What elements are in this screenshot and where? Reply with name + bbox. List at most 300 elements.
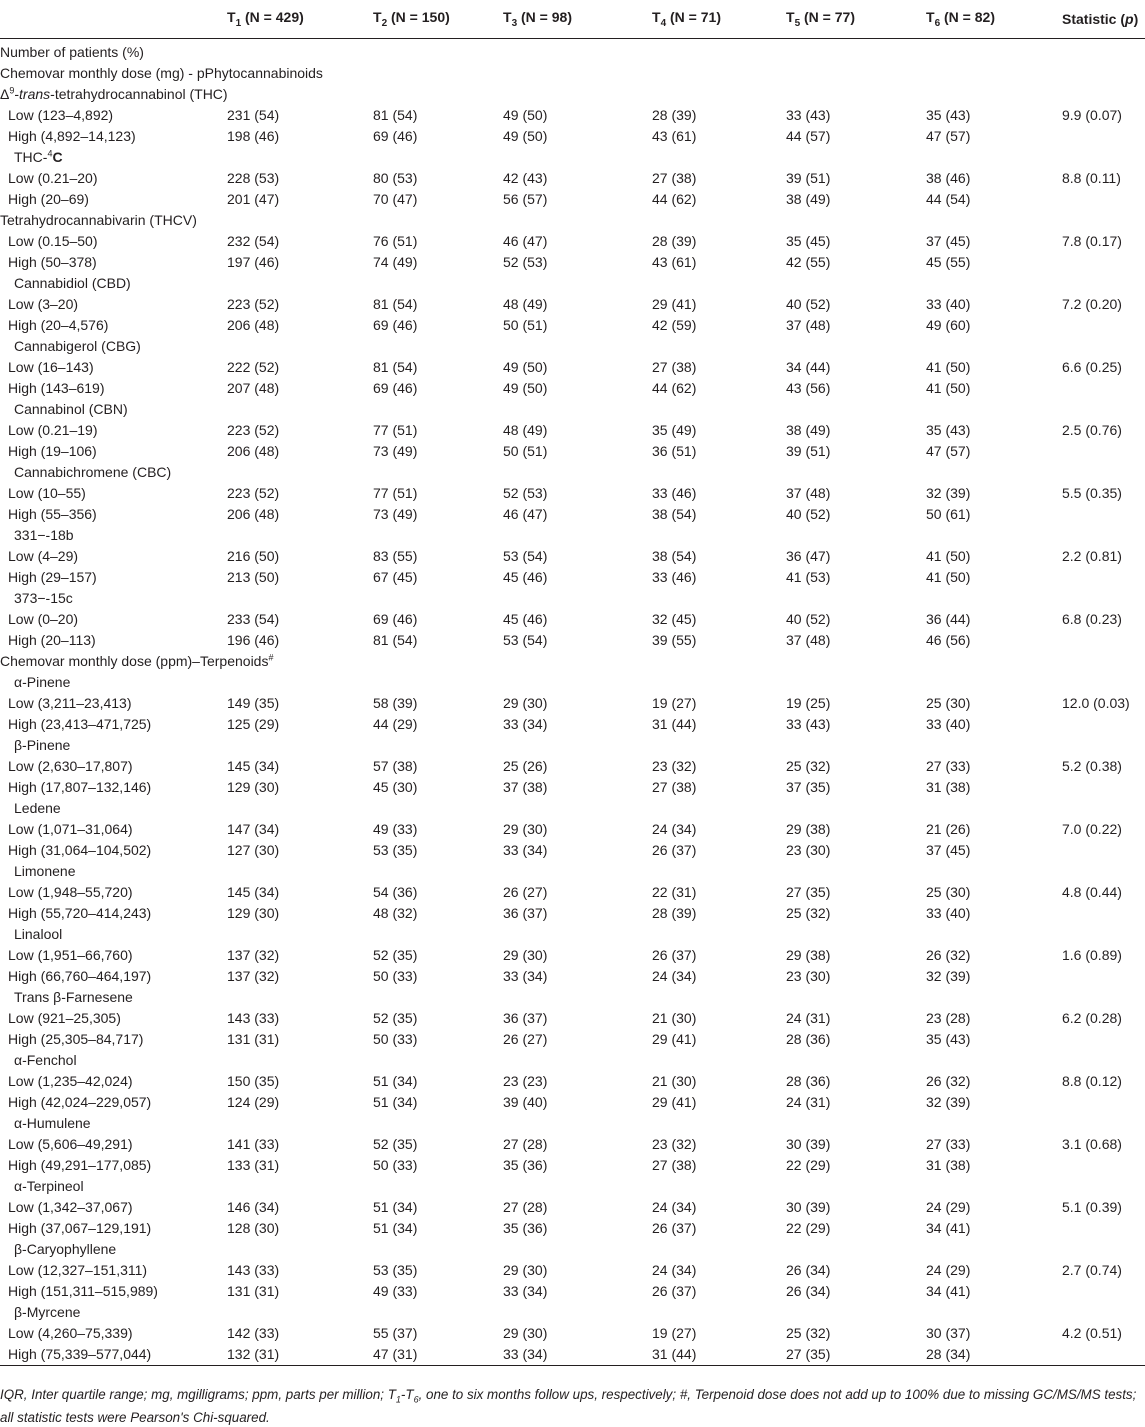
row-label-text: Low (3,211–23,413)	[8, 695, 132, 711]
header-label	[0, 0, 227, 39]
row-label	[0, 210, 1145, 231]
count-cell: 44 (29)	[373, 716, 418, 732]
row-label-text: High (42,024–229,057)	[8, 1094, 152, 1110]
row-label-text: High (29–157)	[8, 569, 97, 585]
count-cell: 33 (46)	[652, 569, 697, 585]
row-label	[0, 693, 227, 714]
count-cell: 33 (34)	[503, 968, 548, 984]
count-cell: 24 (29)	[926, 1262, 971, 1278]
count-cell: 37 (45)	[926, 233, 971, 249]
statistic-cell: 5.2 (0.38)	[1062, 758, 1122, 774]
row-label-text: Low (123–4,892)	[8, 107, 114, 123]
row-label	[0, 798, 1145, 819]
row-label	[0, 294, 227, 315]
row-label-text: Low (0.15–50)	[8, 233, 98, 249]
count-cell: 223 (52)	[227, 296, 280, 312]
column-header-subscript: 4	[660, 17, 667, 29]
row-label	[0, 1239, 1145, 1260]
table-section-row	[0, 147, 1145, 168]
count-cell: 216 (50)	[227, 548, 280, 564]
count-cell: 49 (60)	[926, 317, 971, 333]
statistic-cell: 7.8 (0.17)	[1062, 233, 1122, 249]
row-label-text: High (143–619)	[8, 380, 105, 396]
count-cell: 77 (51)	[373, 422, 418, 438]
count-cell: 30 (37)	[926, 1325, 971, 1341]
table-header	[0, 0, 1145, 39]
count-cell: 37 (38)	[503, 779, 548, 795]
column-header-count: (N = 71)	[666, 9, 721, 26]
row-label	[0, 1302, 1145, 1323]
count-cell: 32 (39)	[926, 1094, 971, 1110]
statistic-cell	[1062, 441, 1145, 462]
row-label-text: Chemovar monthly dose (ppm)–Terpenoids	[0, 653, 269, 669]
count-cell: 45 (30)	[373, 779, 418, 795]
count-cell: 81 (54)	[373, 359, 418, 375]
count-cell: 150 (35)	[227, 1073, 280, 1089]
count-cell: 47 (31)	[373, 1344, 503, 1366]
row-label-text: Low (0–20)	[8, 611, 79, 627]
row-label-text: Low (5,606–49,291)	[8, 1136, 133, 1152]
count-cell: 33 (40)	[926, 296, 971, 312]
column-header-count: (N = 150)	[387, 9, 450, 26]
row-label-text: Tetrahydrocannabivarin (THCV)	[0, 212, 197, 228]
count-cell: 22 (29)	[786, 1220, 831, 1236]
row-label-text: High (49,291–177,085)	[8, 1157, 152, 1173]
count-cell: 39 (40)	[503, 1094, 548, 1110]
column-header-count: (N = 98)	[517, 9, 572, 26]
table-row	[0, 903, 1145, 924]
table-row	[0, 357, 1145, 378]
table-row	[0, 1134, 1145, 1155]
count-cell: 25 (30)	[926, 695, 971, 711]
count-cell: 51 (34)	[373, 1094, 418, 1110]
row-label-text: 331−-18b	[14, 527, 74, 543]
row-label-text: Low (1,948–55,720)	[8, 884, 133, 900]
row-label	[0, 987, 1145, 1008]
count-cell: 29 (30)	[503, 695, 548, 711]
statistic-cell: 5.5 (0.35)	[1062, 485, 1122, 501]
count-cell: 27 (33)	[926, 758, 971, 774]
count-cell: 45 (46)	[503, 569, 548, 585]
count-cell: 34 (41)	[926, 1283, 971, 1299]
row-label	[0, 1197, 227, 1218]
column-header-name: T	[786, 9, 795, 26]
table-row	[0, 420, 1145, 441]
row-label-text: Ledene	[14, 800, 61, 816]
row-label	[0, 525, 1145, 546]
count-cell: 30 (39)	[786, 1199, 831, 1215]
row-label	[0, 483, 227, 504]
count-cell: 206 (48)	[227, 443, 280, 459]
count-cell: 41 (50)	[926, 548, 971, 564]
count-cell: 196 (46)	[227, 632, 280, 648]
count-cell: 28 (34)	[926, 1344, 1062, 1366]
row-label-text: Cannabidiol (CBD)	[14, 275, 131, 291]
table-row	[0, 840, 1145, 861]
row-label	[0, 945, 227, 966]
table-row	[0, 378, 1145, 399]
statistic-cell	[1062, 504, 1145, 525]
count-cell: 49 (50)	[503, 380, 548, 396]
row-label-text: Chemovar monthly dose (mg) - pPhytocannabinoids	[0, 65, 323, 81]
table-row	[0, 714, 1145, 735]
footnote-sub-1: 1	[395, 1394, 401, 1405]
statistic-cell: 2.2 (0.81)	[1062, 548, 1122, 564]
table-row	[0, 1218, 1145, 1239]
row-label	[0, 714, 227, 735]
count-cell: 19 (27)	[652, 1325, 697, 1341]
count-cell: 38 (49)	[786, 191, 831, 207]
table-row	[0, 483, 1145, 504]
count-cell: 41 (50)	[926, 569, 971, 585]
table-section-row	[0, 462, 1145, 483]
count-cell: 48 (49)	[503, 296, 548, 312]
count-cell: 27 (38)	[652, 779, 697, 795]
row-label	[0, 861, 1145, 882]
footnote-text-1: IQR, Inter quartile range; mg, mgilligrams; ppm, parts per million; T	[0, 1387, 396, 1402]
count-cell: 27 (38)	[652, 170, 697, 186]
count-cell: 42 (59)	[652, 317, 697, 333]
count-cell: 44 (62)	[652, 191, 697, 207]
statistic-cell	[1062, 378, 1145, 399]
row-label-text: High (50–378)	[8, 254, 97, 270]
count-cell: 28 (36)	[786, 1031, 831, 1047]
table-row	[0, 1197, 1145, 1218]
column-header-subscript: 6	[934, 17, 941, 29]
count-cell: 231 (54)	[227, 107, 280, 123]
count-cell: 21 (26)	[926, 821, 971, 837]
count-cell: 201 (47)	[227, 191, 280, 207]
row-label	[0, 504, 227, 525]
table-row	[0, 966, 1145, 987]
count-cell: 57 (38)	[373, 758, 418, 774]
column-header-name: T	[652, 9, 661, 26]
row-label	[0, 966, 227, 987]
count-cell: 50 (33)	[373, 968, 418, 984]
table-row	[0, 1008, 1145, 1029]
count-cell: 50 (61)	[926, 506, 971, 522]
count-cell: 131 (31)	[227, 1031, 280, 1047]
row-label-text: High (66,760–464,197)	[8, 968, 152, 984]
count-cell: 129 (30)	[227, 779, 280, 795]
row-label-text: High (75,339–577,044)	[8, 1346, 152, 1362]
statistic-cell	[1062, 1155, 1145, 1176]
count-cell: 146 (34)	[227, 1199, 280, 1215]
count-cell: 26 (27)	[503, 1031, 548, 1047]
count-cell: 24 (34)	[652, 821, 697, 837]
count-cell: 43 (61)	[652, 128, 697, 144]
count-cell: 29 (30)	[503, 947, 548, 963]
count-cell: 25 (26)	[503, 758, 548, 774]
row-label-text: High (37,067–129,191)	[8, 1220, 152, 1236]
count-cell: 147 (34)	[227, 821, 280, 837]
count-cell: 34 (41)	[926, 1220, 971, 1236]
count-cell: 36 (37)	[503, 905, 548, 921]
count-cell: 38 (46)	[926, 170, 971, 186]
row-label-text: Cannabichromene (CBC)	[14, 464, 172, 480]
count-cell: 23 (32)	[652, 758, 697, 774]
count-cell: 223 (52)	[227, 422, 280, 438]
table-section-row	[0, 1239, 1145, 1260]
row-label	[0, 840, 227, 861]
statistic-cell: 2.5 (0.76)	[1062, 422, 1122, 438]
count-cell: 23 (30)	[786, 968, 831, 984]
count-cell: 77 (51)	[373, 485, 418, 501]
table-body	[0, 39, 1145, 1366]
statistic-cell	[1062, 126, 1145, 147]
count-cell: 46 (47)	[503, 506, 548, 522]
count-cell: 28 (39)	[652, 107, 697, 123]
count-cell: 23 (28)	[926, 1010, 971, 1026]
count-cell: 51 (34)	[373, 1220, 418, 1236]
count-cell: 35 (36)	[503, 1157, 548, 1173]
count-cell: 24 (34)	[652, 1262, 697, 1278]
count-cell: 36 (37)	[503, 1010, 548, 1026]
statistic-cell	[1062, 189, 1145, 210]
table-row	[0, 945, 1145, 966]
row-label-text: 373−-15c	[14, 590, 73, 606]
row-label	[0, 1134, 227, 1155]
count-cell: 33 (46)	[652, 485, 697, 501]
count-cell: 25 (32)	[786, 1325, 831, 1341]
count-cell: 56 (57)	[503, 191, 548, 207]
count-cell: 39 (51)	[786, 443, 831, 459]
statistic-cell	[1062, 714, 1145, 735]
count-cell: 207 (48)	[227, 380, 280, 396]
count-cell: 39 (51)	[786, 170, 831, 186]
count-cell: 36 (44)	[926, 611, 971, 627]
row-label	[0, 1092, 227, 1113]
statistic-cell: 6.6 (0.25)	[1062, 359, 1122, 375]
count-cell: 26 (34)	[786, 1262, 831, 1278]
count-cell: 34 (44)	[786, 359, 831, 375]
table-row	[0, 231, 1145, 252]
column-header-6	[926, 0, 1062, 39]
count-cell: 48 (49)	[503, 422, 548, 438]
count-cell: 33 (34)	[503, 716, 548, 732]
count-cell: 49 (50)	[503, 107, 548, 123]
statistic-cell	[1062, 1281, 1145, 1302]
count-cell: 24 (31)	[786, 1094, 831, 1110]
count-cell: 24 (29)	[926, 1199, 971, 1215]
count-cell: 37 (48)	[786, 317, 831, 333]
row-label-text: α-Humulene	[14, 1115, 91, 1131]
count-cell: 26 (37)	[652, 947, 697, 963]
column-header-count: p)	[1125, 11, 1139, 27]
statistic-cell: 6.8 (0.23)	[1062, 611, 1122, 627]
count-cell: 131 (31)	[227, 1283, 280, 1299]
row-label	[0, 1155, 227, 1176]
count-cell: 38 (54)	[652, 506, 697, 522]
count-cell: 53 (35)	[373, 1262, 418, 1278]
row-label-superscript: 9	[9, 85, 15, 96]
table-row	[0, 252, 1145, 273]
row-label	[0, 756, 227, 777]
statistic-cell	[1062, 1029, 1145, 1050]
count-cell: 33 (34)	[503, 1283, 548, 1299]
count-cell: 47 (57)	[926, 443, 971, 459]
count-cell: 35 (43)	[926, 1031, 971, 1047]
count-cell: 32 (45)	[652, 611, 697, 627]
row-label	[0, 924, 1145, 945]
count-cell: 143 (33)	[227, 1010, 280, 1026]
statistic-cell: 2.7 (0.74)	[1062, 1262, 1122, 1278]
count-cell: 83 (55)	[373, 548, 418, 564]
count-cell: 26 (27)	[503, 884, 548, 900]
table-row	[0, 1029, 1145, 1050]
count-cell: 198 (46)	[227, 128, 280, 144]
row-label	[0, 1113, 1145, 1134]
count-cell: 43 (56)	[786, 380, 831, 396]
count-cell: 26 (32)	[926, 1073, 971, 1089]
row-label	[0, 1008, 227, 1029]
count-cell: 128 (30)	[227, 1220, 280, 1236]
count-cell: 46 (47)	[503, 233, 548, 249]
row-label-text: High (31,064–104,502)	[8, 842, 152, 858]
count-cell: 29 (30)	[503, 1325, 548, 1341]
count-cell: 69 (46)	[373, 317, 418, 333]
count-cell: 40 (52)	[786, 296, 831, 312]
count-cell: 49 (33)	[373, 1283, 418, 1299]
row-label	[0, 63, 1145, 84]
row-label-text: Low (12,327–151,311)	[8, 1262, 148, 1278]
count-cell: 29 (41)	[652, 1031, 697, 1047]
count-cell: 26 (37)	[652, 1283, 697, 1299]
count-cell: 233 (54)	[227, 611, 280, 627]
count-cell: 53 (35)	[373, 842, 418, 858]
row-label-text: Linalool	[14, 926, 63, 942]
row-label	[0, 651, 1145, 672]
row-label	[0, 252, 227, 273]
table-section-row	[0, 1113, 1145, 1134]
count-cell: 49 (50)	[503, 359, 548, 375]
count-cell: 37 (48)	[786, 632, 831, 648]
count-cell: 49 (50)	[503, 128, 548, 144]
count-cell: 27 (33)	[926, 1136, 971, 1152]
count-cell: 33 (34)	[503, 1344, 652, 1366]
column-header-name: T	[503, 9, 512, 26]
row-label	[0, 315, 227, 336]
row-label-text: β-Pinene	[14, 737, 71, 753]
count-cell: 44 (54)	[926, 191, 971, 207]
table-row	[0, 693, 1145, 714]
row-label	[0, 189, 227, 210]
row-label	[0, 39, 1145, 64]
count-cell: 36 (51)	[652, 443, 697, 459]
row-label	[0, 609, 227, 630]
statistic-cell	[1062, 777, 1145, 798]
column-header-subscript: 3	[511, 17, 518, 29]
count-cell: 27 (28)	[503, 1199, 548, 1215]
row-label-text: β-Caryophyllene	[14, 1241, 117, 1257]
count-cell: 28 (36)	[786, 1073, 831, 1089]
row-label	[0, 126, 227, 147]
statistic-cell: 1.6 (0.89)	[1062, 947, 1122, 963]
footnote-sub-2: 6	[413, 1394, 419, 1405]
table-row	[0, 1155, 1145, 1176]
column-header-count: (N = 82)	[940, 9, 995, 26]
table-section-row	[0, 924, 1145, 945]
count-cell: 24 (34)	[652, 1199, 697, 1215]
count-cell: 30 (39)	[786, 1136, 831, 1152]
row-label-text: High (20–4,576)	[8, 317, 109, 333]
count-cell: 232 (54)	[227, 233, 280, 249]
count-cell: 19 (25)	[786, 695, 831, 711]
table-row	[0, 504, 1145, 525]
count-cell: 40 (52)	[786, 611, 831, 627]
row-label-text: Δ	[0, 86, 10, 102]
row-label-text: Low (0.21–20)	[8, 170, 98, 186]
table-row	[0, 441, 1145, 462]
count-cell: 23 (23)	[503, 1073, 548, 1089]
count-cell: 197 (46)	[227, 254, 280, 270]
count-cell: 52 (53)	[503, 485, 548, 501]
row-label-text: Low (1,071–31,064)	[8, 821, 133, 837]
row-label	[0, 1281, 227, 1302]
count-cell: 149 (35)	[227, 695, 280, 711]
row-label-text: α-Fenchol	[14, 1052, 77, 1068]
count-cell: 41 (50)	[926, 380, 971, 396]
row-label	[0, 462, 1145, 483]
count-cell: 29 (30)	[503, 1262, 548, 1278]
table-section-row	[0, 672, 1145, 693]
count-cell: 228 (53)	[227, 170, 280, 186]
table-row	[0, 315, 1145, 336]
statistic-cell: 12.0 (0.03)	[1062, 695, 1130, 711]
row-label-superscript: #	[268, 652, 274, 663]
column-header-2	[373, 0, 503, 39]
table-section-row	[0, 63, 1145, 84]
count-cell: 127 (30)	[227, 842, 280, 858]
row-label	[0, 777, 227, 798]
count-cell: 28 (39)	[652, 233, 697, 249]
table-row	[0, 546, 1145, 567]
count-cell: 42 (43)	[503, 170, 548, 186]
count-cell: 50 (33)	[373, 1157, 418, 1173]
table-section-row	[0, 84, 1145, 105]
table-section-row	[0, 1302, 1145, 1323]
table-footnote	[0, 1386, 1145, 1427]
count-cell: 31 (44)	[652, 1344, 786, 1366]
count-cell: 137 (32)	[227, 947, 280, 963]
count-cell: 33 (43)	[786, 107, 831, 123]
row-label-bold: C	[52, 149, 63, 165]
count-cell: 35 (43)	[926, 107, 971, 123]
count-cell: 27 (28)	[503, 1136, 548, 1152]
row-label	[0, 672, 1145, 693]
row-label-text: THC-	[14, 149, 48, 165]
count-cell: 33 (43)	[786, 716, 831, 732]
row-label	[0, 336, 1145, 357]
statistic-cell: 5.1 (0.39)	[1062, 1199, 1122, 1215]
count-cell: 38 (54)	[652, 548, 697, 564]
count-cell: 45 (46)	[503, 611, 548, 627]
count-cell: 76 (51)	[373, 233, 418, 249]
count-cell: 80 (53)	[373, 170, 418, 186]
count-cell: 69 (46)	[373, 380, 418, 396]
row-label-text: Number of patients (%)	[0, 44, 144, 60]
row-label-text: Low (0.21–19)	[8, 422, 98, 438]
column-header-name: T	[227, 9, 236, 26]
count-cell: 19 (27)	[652, 695, 697, 711]
row-label-text: Low (16–143)	[8, 359, 94, 375]
statistic-cell: 7.0 (0.22)	[1062, 821, 1122, 837]
count-cell: 37 (35)	[786, 779, 831, 795]
count-cell: 29 (38)	[786, 821, 831, 837]
count-cell: 42 (55)	[786, 254, 831, 270]
count-cell: 73 (49)	[373, 506, 418, 522]
count-cell: 52 (35)	[373, 947, 418, 963]
